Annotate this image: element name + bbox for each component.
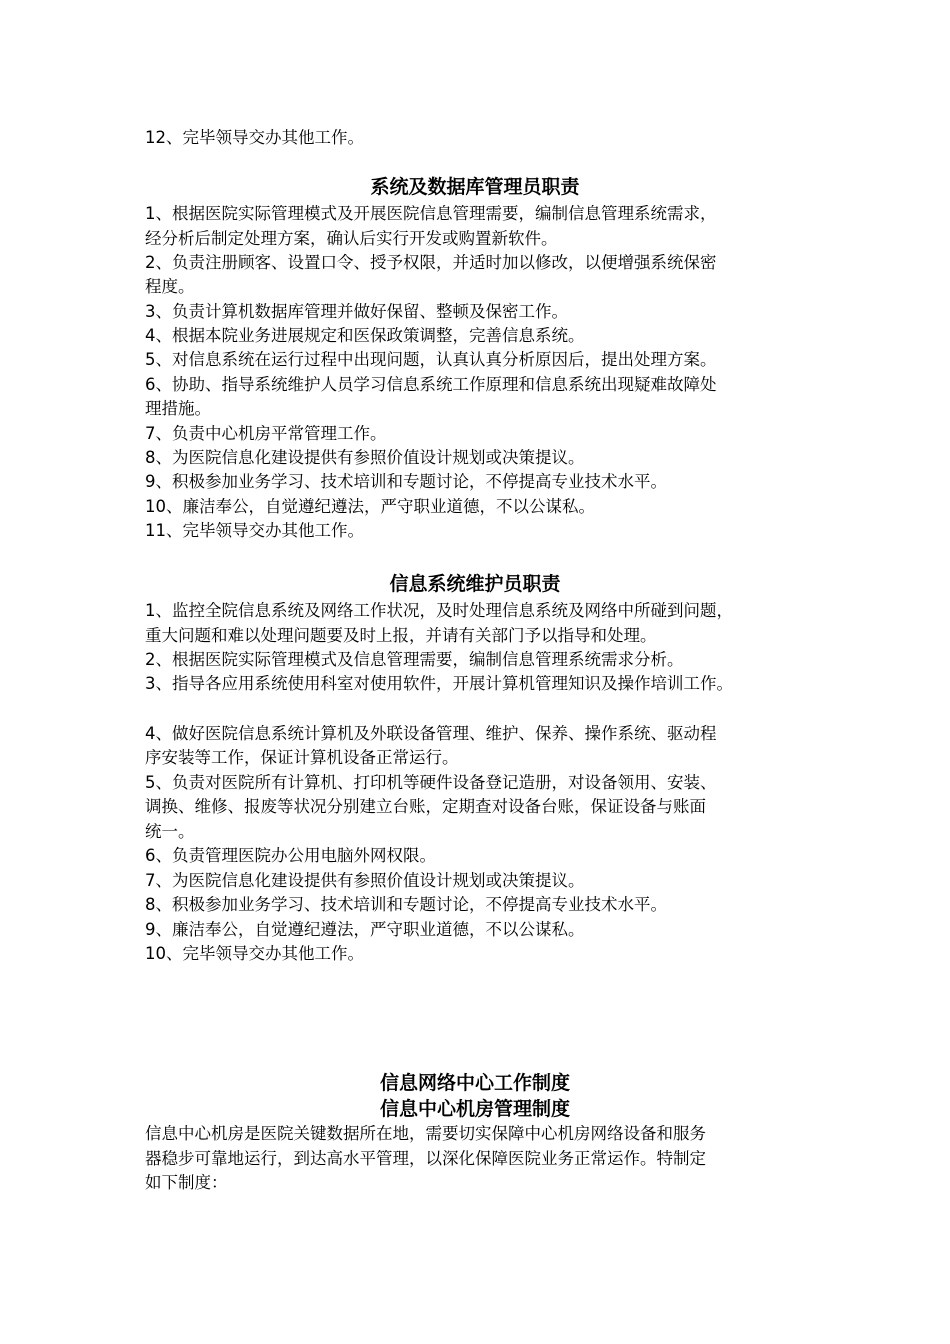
paragraph-line: 器稳步可靠地运行，到达高水平管理，以深化保障医院业务正常运作。特制定 [145,1149,706,1168]
paragraph-line: 6、协助、指导系统维护人员学习信息系统工作原理和信息系统出现疑难故障处 [145,375,717,394]
paragraph-line: 10、完毕领导交办其他工作。 [145,944,364,963]
paragraph-line: 9、积极参加业务学习、技术培训和专题讨论，不停提高专业技术水平。 [145,472,667,491]
paragraph-line: 调换、维修、报废等状况分别建立台账，定期查对设备台账，保证设备与账面 [145,797,706,816]
section-title-maintainer: 信息系统维护员职责 [389,573,561,595]
paragraph-line: 9、廉洁奉公，自觉遵纪遵法，严守职业道德，不以公谋私。 [145,920,585,939]
paragraph-line: 8、为医院信息化建设提供有参照价值设计规划或决策提议。 [145,448,585,467]
paragraph-line: 7、负责中心机房平常管理工作。 [145,424,387,443]
paragraph-line: 8、积极参加业务学习、技术培训和专题讨论，不停提高专业技术水平。 [145,895,667,914]
paragraph-line: 2、根据医院实际管理模式及信息管理需要，编制信息管理系统需求分析。 [145,650,684,669]
paragraph-line: 3、指导各应用系统使用科室对使用软件，开展计算机管理知识及操作培训工作。 [145,674,733,693]
paragraph-line: 10、廉洁奉公，自觉遵纪遵法，严守职业道德，不以公谋私。 [145,497,595,516]
paragraph-line: 11、完毕领导交办其他工作。 [145,521,364,540]
paragraph-line: 1、监控全院信息系统及网络工作状况，及时处理信息系统及网络中所碰到问题， [145,601,733,620]
paragraph-line: 重大问题和难以处理问题要及时上报，并请有关部门予以指导和处理。 [145,626,657,645]
paragraph-line: 4、做好医院信息系统计算机及外联设备管理、维护、保养、操作系统、驱动程 [145,724,717,743]
paragraph-line: 6、负责管理医院办公用电脑外网权限。 [145,846,436,865]
paragraph-line: 理措施。 [145,399,211,418]
paragraph-line: 7、为医院信息化建设提供有参照价值设计规划或决策提议。 [145,871,585,890]
section-title-machine-room: 信息中心机房管理制度 [379,1098,570,1120]
paragraph-line: 经分析后制定处理方案，确认后实行开发或购置新软件。 [145,229,558,248]
paragraph-line: 如下制度： [145,1173,228,1192]
paragraph-line: 信息中心机房是医院关键数据所在地，需要切实保障中心机房网络设备和服务 [145,1124,706,1143]
section-title-network-center: 信息网络中心工作制度 [379,1072,570,1094]
paragraph-line: 序安装等工作，保证计算机设备正常运行。 [145,748,459,767]
paragraph-line: 5、对信息系统在运行过程中出现问题，认真认真分析原因后，提出处理方案。 [145,350,717,369]
paragraph-line: 3、负责计算机数据库管理并做好保留、整顿及保密工作。 [145,302,568,321]
paragraph-line: 程度。 [145,277,195,296]
paragraph-line: 统一。 [145,822,195,841]
paragraph-line: 2、负责注册顾客、设置口令、授予权限，并适时加以修改，以便增强系统保密 [145,253,717,272]
paragraph-line: 5、负责对医院所有计算机、打印机等硬件设备登记造册，对设备领用、安装、 [145,773,717,792]
paragraph-line: 12、完毕领导交办其他工作。 [145,128,364,147]
paragraph-line: 4、根据本院业务进展规定和医保政策调整，完善信息系统。 [145,326,585,345]
section-title-db-admin: 系统及数据库管理员职责 [370,176,580,198]
paragraph-line: 1、根据医院实际管理模式及开展医院信息管理需要，编制信息管理系统需求， [145,204,717,223]
